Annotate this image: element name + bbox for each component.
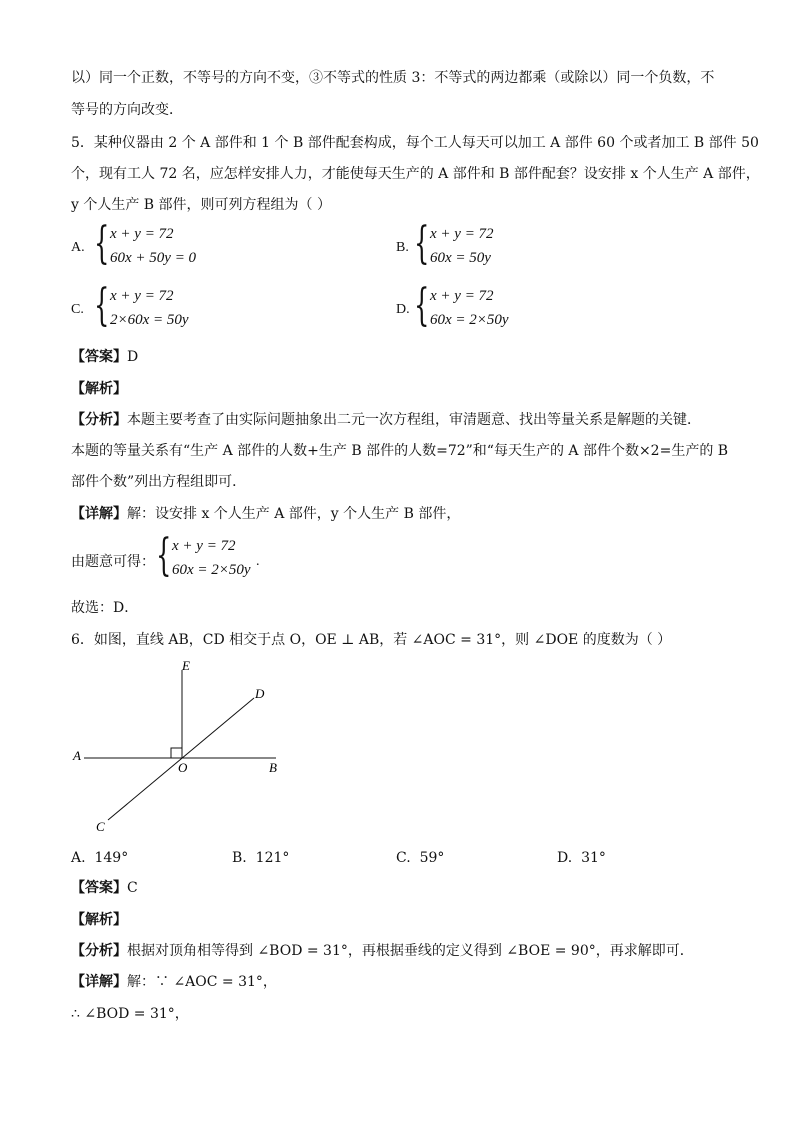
q6-answer bbox=[71, 878, 138, 898]
q5-conclusion: 故选：D． bbox=[71, 600, 139, 616]
label-e: E bbox=[182, 658, 190, 673]
q5-stem-line-3: y 个人生产 B 部件，则可列方程组为（ ） bbox=[71, 197, 331, 213]
q6-detail bbox=[71, 972, 277, 992]
fenxi-text: 根据对顶角相等得到 ∠BOD = 31°，再根据垂线的定义得到 ∠BOE = 90°，再求解即可． bbox=[127, 943, 694, 959]
brace-glyph: { bbox=[414, 280, 430, 331]
equation: 60x + 50y = 0 bbox=[110, 250, 197, 266]
q6-option-b bbox=[232, 848, 289, 868]
answer-value: D bbox=[127, 349, 139, 365]
brace-glyph: { bbox=[94, 280, 110, 331]
q5-fenxi-line-3: 部件个数”列出方程组即可． bbox=[71, 474, 247, 490]
q5-option-a-label: A. bbox=[71, 240, 85, 255]
answer-tag: 【答案】 bbox=[71, 349, 127, 365]
analysis-tag: 【解析】 bbox=[71, 912, 127, 928]
q5-fenxi-line-1 bbox=[71, 410, 701, 430]
equation: 2×60x = 50y bbox=[110, 312, 189, 328]
q6-analysis-heading bbox=[71, 910, 127, 930]
equation: 60x = 50y bbox=[430, 250, 491, 266]
q5-option-c-label: C. bbox=[71, 302, 84, 317]
equation: x + y = 72 bbox=[110, 288, 174, 304]
equation: 60x = 2×50y bbox=[430, 312, 509, 328]
q5-stem-line-1: 5．某种仪器由 2 个 A 部件和 1 个 B 部件配套构成，每个工人每天可以加工 A 部件 60 个或者加工 B 部件 50 bbox=[71, 135, 759, 151]
option-value: 149° bbox=[94, 850, 129, 866]
label-o: O bbox=[178, 760, 188, 775]
option-label: B. bbox=[232, 850, 247, 866]
option-value: 121° bbox=[255, 850, 290, 866]
intro-line-2: 等号的方向改变． bbox=[71, 102, 183, 118]
q5-stem-line-2: 个，现有工人 72 名，应怎样安排人力，才能使每天生产的 A 部件和 B 部件配套？设安排 x 个人生产 A 部件， bbox=[71, 166, 760, 182]
q5-option-b-label: B. bbox=[396, 240, 409, 255]
intro-line-1: 以）同一个正数，不等号的方向不变，③不等式的性质 3：不等式的两边都乘（或除以）同一个负数，不 bbox=[71, 70, 715, 86]
option-label: C. bbox=[396, 850, 411, 866]
answer-value: C bbox=[127, 880, 138, 896]
detail-text: 解：设安排 x 个人生产 A 部件，y 个人生产 B 部件， bbox=[127, 506, 461, 522]
q5-answer bbox=[71, 347, 138, 367]
brace-glyph: { bbox=[156, 530, 172, 581]
equation: x + y = 72 bbox=[110, 226, 174, 242]
q6-figure bbox=[68, 658, 298, 836]
line-cd bbox=[108, 698, 254, 820]
answer-tag: 【答案】 bbox=[71, 880, 127, 896]
fenxi-tag: 【分析】 bbox=[71, 412, 127, 428]
detail-tag: 【详解】 bbox=[71, 974, 127, 990]
q6-step: ∴ ∠BOD = 31°， bbox=[71, 1006, 189, 1022]
fenxi-tag: 【分析】 bbox=[71, 943, 127, 959]
label-b: B bbox=[269, 760, 277, 775]
equation: x + y = 72 bbox=[172, 538, 236, 554]
option-label: A. bbox=[71, 850, 86, 866]
analysis-tag: 【解析】 bbox=[71, 381, 127, 397]
q6-stem: 6．如图，直线 AB，CD 相交于点 O，OE ⊥ AB，若 ∠AOC = 31°，则 ∠DOE 的度数为（ ） bbox=[71, 632, 672, 648]
q5-detail bbox=[71, 504, 460, 524]
label-a: A bbox=[73, 748, 81, 763]
label-d: D bbox=[255, 686, 265, 701]
option-label: D. bbox=[557, 850, 573, 866]
q5-option-d-label: D. bbox=[396, 302, 410, 317]
equation: 60x = 2×50y bbox=[172, 562, 251, 578]
q5-derive-prefix: 由题意可得： bbox=[71, 554, 155, 570]
brace-glyph: { bbox=[414, 218, 430, 269]
label-c: C bbox=[96, 819, 105, 834]
equation: x + y = 72 bbox=[430, 288, 494, 304]
right-angle-mark bbox=[171, 748, 182, 758]
q6-option-a bbox=[71, 848, 128, 868]
brace-glyph: { bbox=[94, 218, 110, 269]
q6-option-d bbox=[557, 848, 606, 868]
option-value: 31° bbox=[581, 850, 606, 866]
q5-fenxi-line-2: 本题的等量关系有“生产 A 部件的人数+生产 B 部件的人数=72”和“每天生产的 A 部件个数×2=生产的 B bbox=[71, 443, 729, 459]
q5-analysis-heading bbox=[71, 379, 127, 399]
q6-fenxi bbox=[71, 941, 694, 961]
fenxi-text: 本题主要考查了由实际问题抽象出二元一次方程组，审清题意、找出等量关系是解题的关键． bbox=[127, 412, 701, 428]
equation: x + y = 72 bbox=[430, 226, 494, 242]
option-value: 59° bbox=[419, 850, 445, 866]
q6-option-c bbox=[396, 848, 444, 868]
q5-derive-suffix: . bbox=[256, 554, 260, 569]
detail-tag: 【详解】 bbox=[71, 506, 127, 522]
detail-text: 解：∵ ∠AOC = 31°， bbox=[127, 974, 277, 990]
